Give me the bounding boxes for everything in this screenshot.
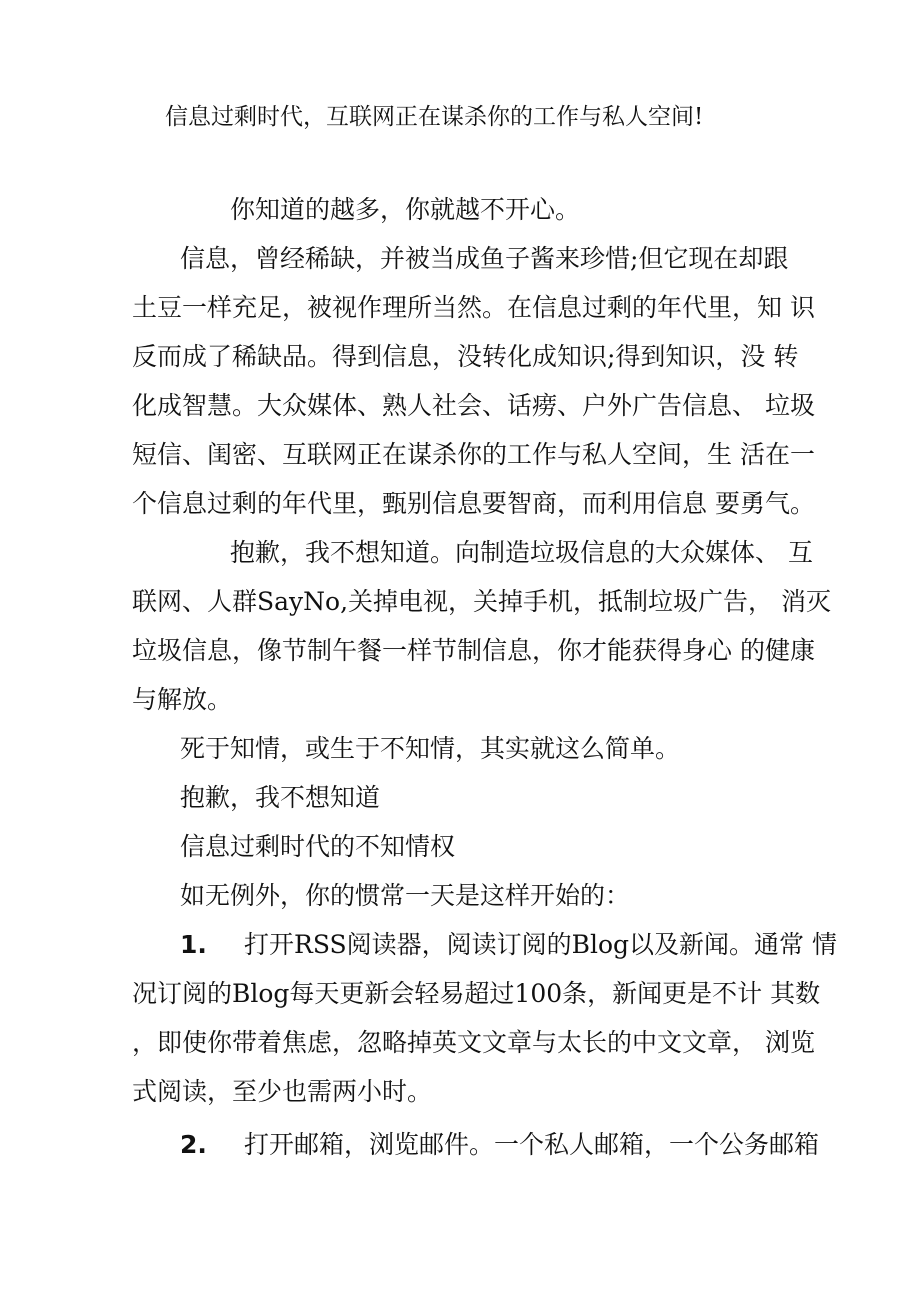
subheading-line: 抱歉，我不想知道: [180, 783, 381, 812]
list-item-text: 打开邮箱，浏览邮件。一个私人邮箱，一个公务邮箱: [244, 1130, 820, 1159]
paragraph-line: 况订阅的Blog每天更新会轻易超过100条，新闻更是不计 其数: [132, 979, 821, 1008]
subheading-line: 信息过剩时代的不知情权: [180, 832, 456, 861]
paragraph-line: 死于知情，或生于不知情，其实就这么简单。: [180, 734, 681, 763]
paragraph-line: 你知道的越多，你就越不开心。: [230, 195, 581, 224]
paragraph-line: 个信息过剩的年代里，甄别信息要智商，而利用信息 要勇气。: [132, 489, 815, 518]
paragraph-line: 短信、闺密、互联网正在谋杀你的工作与私人空间，生 活在一: [132, 440, 815, 469]
list-number: 1.: [180, 930, 207, 959]
list-item-text: 打开RSS阅读器，阅读订阅的Blog以及新闻。通常 情: [244, 930, 838, 959]
paragraph-line: 式阅读，至少也需两小时。: [132, 1077, 433, 1106]
list-item-2: [180, 1128, 819, 1162]
paragraph-line: 与解放。: [132, 685, 233, 714]
paragraph-line: 信息，曾经稀缺，并被当成鱼子酱来珍惜;但它现在却跟: [180, 244, 789, 273]
paragraph-line: ，即使你带着焦虑，忽略掉英文文章与太长的中文文章， 浏览: [132, 1028, 815, 1057]
paragraph-line: 化成智慧。大众媒体、熟人社会、话痨、户外广告信息、 垃圾: [132, 391, 815, 420]
paragraph-line: 土豆一样充足，被视作理所当然。在信息过剩的年代里，知 识: [132, 293, 815, 322]
paragraph-line: 如无例外，你的惯常一天是这样开始的：: [180, 881, 631, 910]
paragraph-line: 联网、人群SayNo,关掉电视，关掉手机，抵制垃圾广告， 消灭: [132, 587, 831, 616]
paragraph-line: 反而成了稀缺品。得到信息，没转化成知识;得到知识，没 转: [132, 342, 799, 371]
paragraph-line: 垃圾信息，像节制午餐一样节制信息，你才能获得身心 的健康: [132, 636, 815, 665]
list-number: 2.: [180, 1130, 207, 1159]
list-item-1: [180, 928, 837, 962]
paragraph-line: 抱歉，我不想知道。向制造垃圾信息的大众媒体、 互: [230, 538, 813, 567]
document-title: 信息过剩时代，互联网正在谋杀你的工作与私人空间!: [165, 104, 704, 130]
